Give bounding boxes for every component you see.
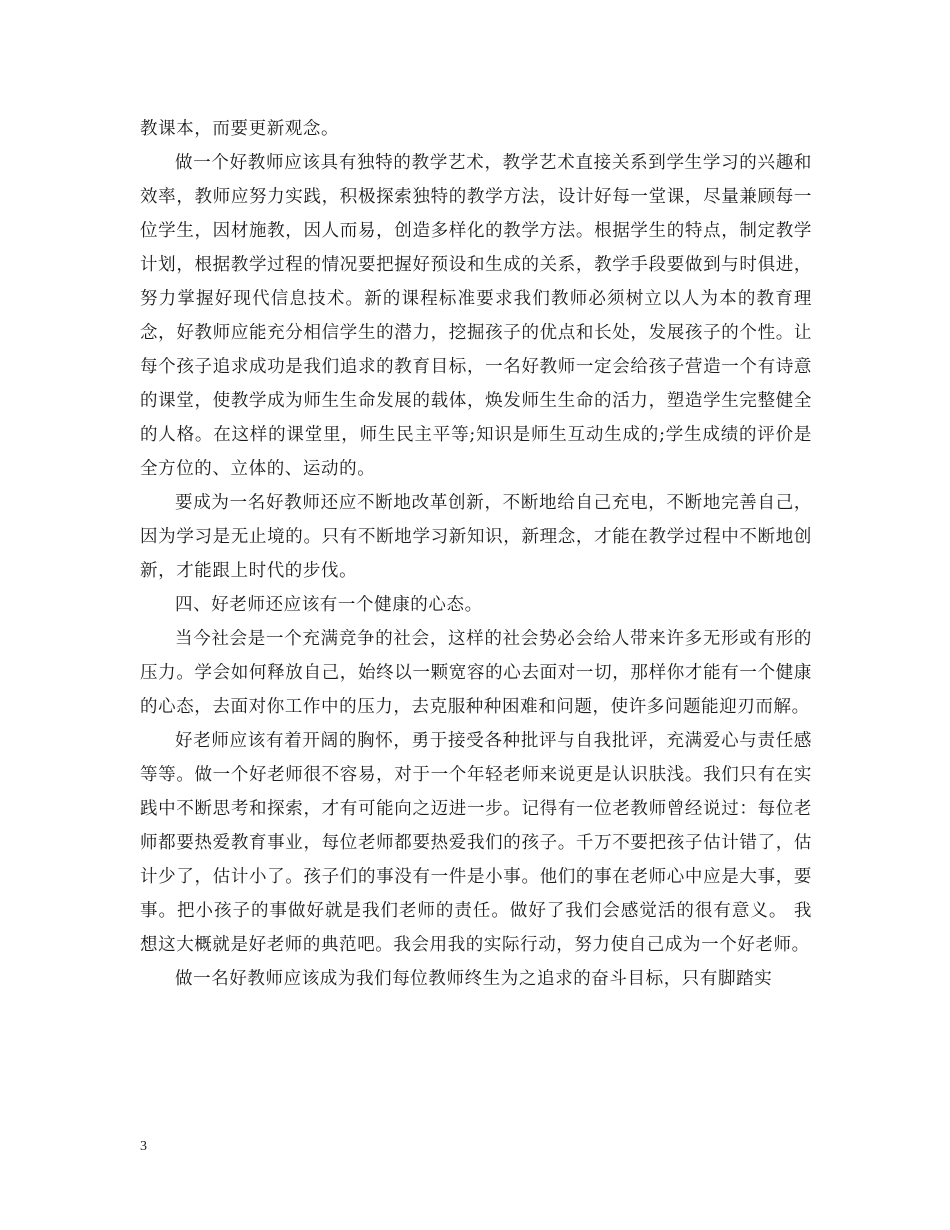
paragraph-open-mind: 好老师应该有着开阔的胸怀，勇于接受各种批评与自我批评，充满爱心与责任感等等。做一个好老师很不容易，对于一个年轻老师来说更是认识肤浅。我们只有在实践中不断思考和探索，才有可能向之迈进一步。记得有一位老教师曾经说过：每位老师都要热爱教育事业，每位老师都要热爱我们的孩子。千万不要把孩子估计错了，估计少了，估计小了。孩子们的事没有一件是小事。他们的事在老师心中应是大事，要事。把小孩子的事做好就是我们老师的责任。做好了我们会感觉活的很有意义。 我想这大概就是好老师的典范吧。我会用我的实际行动，努力使自己成为一个好老师。 [140,731,812,955]
section-heading-healthy-mindset: 四、好老师还应该有一个健康的心态。 [175,595,483,615]
paragraph-competition-pressure: 当今社会是一个充满竞争的社会，这样的社会势必会给人带来许多无形或有形的压力。学会如何释放自己，始终以一颗宽容的心去面对一切，那样你才能有一个健康的心态，去面对你工作中的压力，去克服种种困难和问题，使许多问题能迎刃而解。 [140,629,812,717]
paragraph-teaching-art: 做一个好教师应该具有独特的教学艺术，教学艺术直接关系到学生学习的兴趣和效率，教师应努力实践，积极探索独特的教学方法，设计好每一堂课，尽量兼顾每一位学生，因材施教，因人而易，创造多样化的教学方法。根据学生的特点，制定教学计划，根据教学过程的情况要把握好预设和生成的关系，教学手段要做到与时俱进，努力掌握好现代信息技术。新的课程标准要求我们教师必须树立以人为本的教育理念，好教师应能充分相信学生的潜力，挖掘孩子的优点和长处，发展孩子的个性。让每个孩子追求成功是我们追求的教育目标，一名好教师一定会给孩子营造一个有诗意的课堂，使教学成为师生生命发展的载体，焕发师生生命的活力，塑造学生完整健全的人格。在这样的课堂里，师生民主平等;知识是师生互动生成的;学生成绩的评价是全方位的、立体的、运动的。 [140,153,812,479]
page-number: 3 [140,1139,147,1154]
paragraph-goal: 做一名好教师应该成为我们每位教师终生为之追求的奋斗目标，只有脚踏实 [175,969,773,989]
document-body [140,112,812,996]
paragraph-innovation: 要成为一名好教师还应不断地改革创新，不断地给自己充电，不断地完善自己，因为学习是无止境的。只有不断地学习新知识，新理念，才能在教学过程中不断地创新，才能跟上时代的步伐。 [140,493,812,581]
paragraph-continuation: 教课本，而要更新观念。 [140,119,340,139]
